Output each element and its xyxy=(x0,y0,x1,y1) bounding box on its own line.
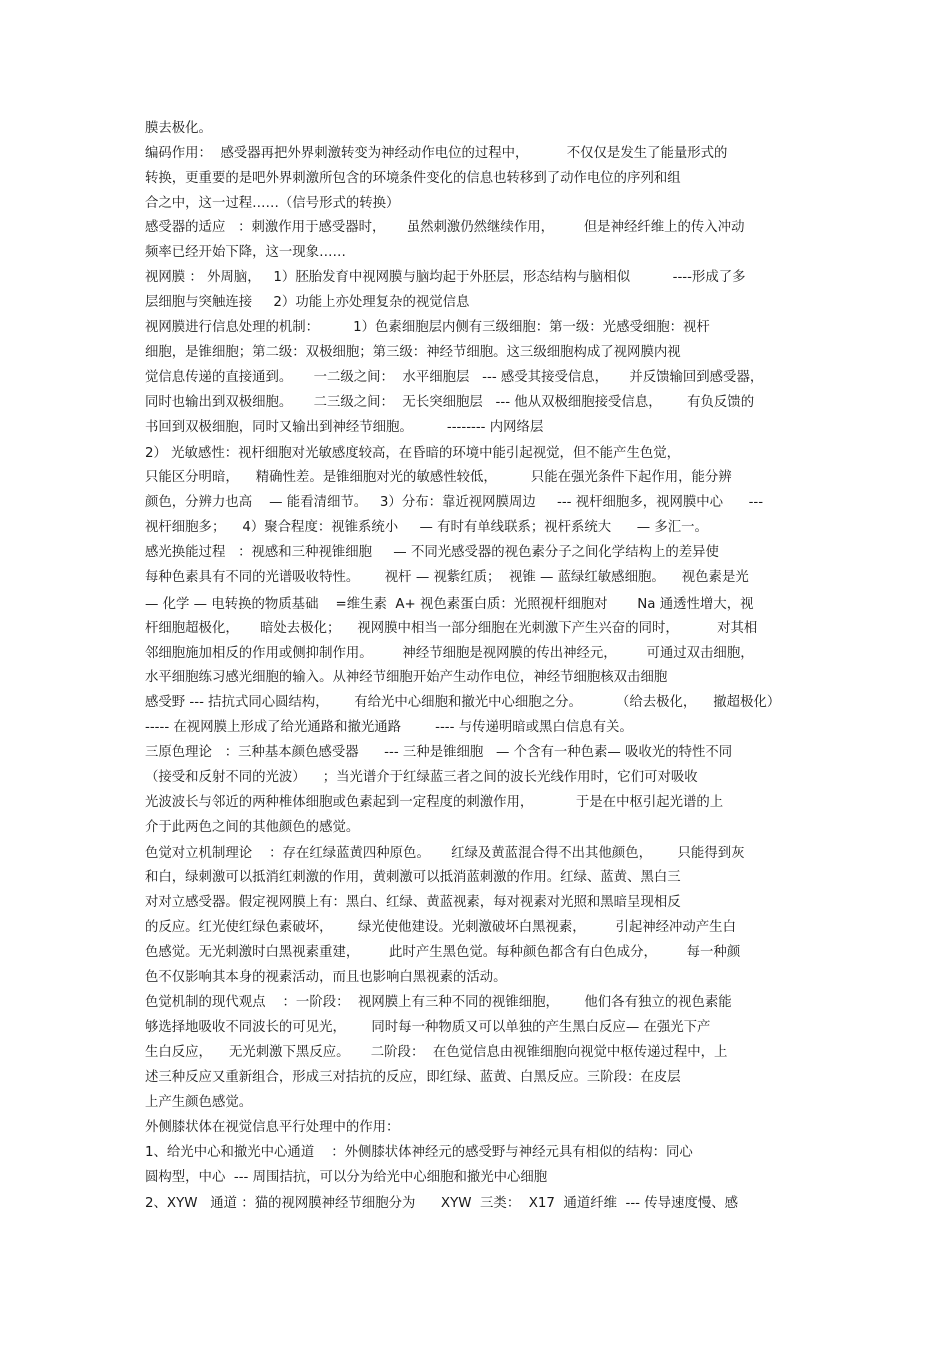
text-line: 的反应。红光使红绿色素破坏， 绿光使他建设。光刺激破坏白黑视素， 引起神经冲动产生白 xyxy=(145,920,736,935)
text-line: 邻细胞施加相反的作用或侧抑制作用。 神经节细胞是视网膜的传出神经元， 可通过双击细胞， xyxy=(145,646,754,661)
text-line: 膜去极化。 xyxy=(145,121,212,136)
text-line: 述三种反应又重新组合，形成三对拮抗的反应，即红绿、蓝黄、白黑反应。三阶段：在皮层 xyxy=(145,1070,681,1085)
text-line: 色不仅影响其本身的视素活动，而且也影响白黑视素的活动。 xyxy=(145,970,507,985)
text-line: 视网膜 ： 外周脑， 1）胚胎发育中视网膜与脑均起于外胚层，形态结构与脑相似 ----形成了多 xyxy=(145,270,746,285)
text-line: 对对立感受器。假定视网膜上有：黑白、红绿、黄蓝视素，每对视素对光照和黑暗呈现相反 xyxy=(145,895,681,910)
text-line: 细胞，是锥细胞；第二级：双极细胞；第三级：神经节细胞。这三级细胞构成了视网膜内视 xyxy=(145,345,681,360)
text-line: 水平细胞练习感光细胞的输入。从神经节细胞开始产生动作电位，神经节细胞核双击细胞 xyxy=(145,670,668,685)
text-line: 书回到双极细胞，同时又输出到神经节细胞。 -------- 内网络层 xyxy=(145,420,544,435)
text-line: 只能区分明暗， 精确性差。是锥细胞对光的敏感性较低， 只能在强光条件下起作用，能分辨 xyxy=(145,470,732,485)
text-line: 视网膜进行信息处理的机制： 1）色素细胞层内侧有三级细胞：第一级：光感受细胞：视杆 xyxy=(145,320,710,335)
text-line: 生白反应， 无光刺激下黑反应。 二阶段： 在色觉信息由视锥细胞向视觉中枢传递过程中，上 xyxy=(145,1045,728,1060)
text-line: 觉信息传递的直接通到。 一二级之间： 水平细胞层 --- 感受其接受信息， 并反馈输回到感受器， xyxy=(145,370,764,385)
text-line: 上产生颜色感觉。 xyxy=(145,1095,253,1110)
text-line: 感受野 --- 拮抗式同心圆结构， 有给光中心细胞和撤光中心细胞之分。 （给去极化， 撤超极化） xyxy=(145,695,781,710)
text-line: （接受和反射不同的光波） ；当光谱介于红绿蓝三者之间的波长光线作用时，它们可对吸收 xyxy=(145,770,698,785)
text-line: 圆构型，中心 --- 周围拮抗，可以分为给光中心细胞和撤光中心细胞 xyxy=(145,1170,548,1185)
text-line: — 化学 — 电转换的物质基础 =维生素 A+ 视色素蛋白质：光照视杆细胞对 Na 通透性增大，视 xyxy=(145,597,754,612)
text-line: 1、给光中心和撤光中心通道 ：外侧膝状体神经元的感受野与神经元具有相似的结构：同心 xyxy=(145,1145,693,1160)
text-line: 色觉对立机制理论 ：存在红绿蓝黄四种原色。 红绿及黄蓝混合得不出其他颜色， 只能得到灰 xyxy=(145,846,745,861)
text-line: 光波波长与邻近的两种椎体细胞或色素起到一定程度的刺激作用， 于是在中枢引起光谱的上 xyxy=(145,795,724,810)
text-line: 频率已经开始下降，这一现象…… xyxy=(145,245,346,260)
text-line: 色觉机制的现代观点 ：一阶段： 视网膜上有三种不同的视锥细胞， 他们各有独立的视色素能 xyxy=(145,995,732,1010)
text-line: 感受器的适应 ：刺激作用于感受器时， 虽然刺激仍然继续作用， 但是神经纤维上的传入冲动 xyxy=(145,220,745,235)
text-line: 转换，更重要的是吧外界刺激所包含的环境条件变化的信息也转移到了动作电位的序列和组 xyxy=(145,171,681,186)
text-line: 外侧膝状体在视觉信息平行处理中的作用： xyxy=(145,1120,400,1135)
text-line: 每种色素具有不同的光谱吸收特性。 视杆 — 视紫红质； 视锥 — 蓝绿红敏感细胞。 视色素是光 xyxy=(145,570,749,585)
text-line: 合之中，这一过程……（信号形式的转换） xyxy=(145,196,400,211)
text-line: ----- 在视网膜上形成了给光通路和撤光通路 ---- 与传递明暗或黑白信息有关。 xyxy=(145,720,633,735)
text-line: 颜色，分辨力也高 — 能看清细节。 3）分布：靠近视网膜周边 --- 视杆细胞多，视网膜中心 --- xyxy=(145,495,764,510)
text-line: 视杆细胞多； 4）聚合程度：视锥系统小 — 有时有单线联系；视杆系统大 — 多汇一。 xyxy=(145,520,708,535)
text-line: 2） 光敏感性：视杆细胞对光敏感度较高，在昏暗的环境中能引起视觉，但不能产生色觉， xyxy=(145,446,681,461)
text-line: 编码作用： 感受器再把外界刺激转变为神经动作电位的过程中， 不仅仅是发生了能量形式的 xyxy=(145,146,728,161)
text-line: 三原色理论 ：三种基本颜色感受器 --- 三种是锥细胞 — 个含有一种色素— 吸收光的特性不同 xyxy=(145,745,733,760)
text-line: 层细胞与突触连接 2）功能上亦处理复杂的视觉信息 xyxy=(145,295,470,310)
text-line: 2、XYW 通道 ：猫的视网膜神经节细胞分为 XYW 三类： X17 通道纤维 --- 传导速度慢、感 xyxy=(145,1196,739,1211)
text-line: 同时也输出到双极细胞。 二三级之间： 无长突细胞层 --- 他从双极细胞接受信息， 有负反馈的 xyxy=(145,395,755,410)
text-line: 够选择地吸收不同波长的可见光， 同时每一种物质又可以单独的产生黑白反应— 在强光下产 xyxy=(145,1020,711,1035)
text-line: 和白，绿刺激可以抵消红刺激的作用，黄刺激可以抵消蓝刺激的作用。红绿、蓝黄、黑白三 xyxy=(145,870,681,885)
text-line: 感光换能过程 ：视感和三种视锥细胞 — 不同光感受器的视色素分子之间化学结构上的差异使 xyxy=(145,545,719,560)
text-line: 杆细胞超极化， 暗处去极化； 视网膜中相当一部分细胞在光刺激下产生兴奋的同时， 对其相 xyxy=(145,621,758,636)
text-line: 色感觉。无光刺激时白黑视素重建， 此时产生黑色觉。每种颜色都含有白色成分， 每一种颜 xyxy=(145,945,741,960)
text-line: 介于此两色之间的其他颜色的感觉。 xyxy=(145,820,360,835)
